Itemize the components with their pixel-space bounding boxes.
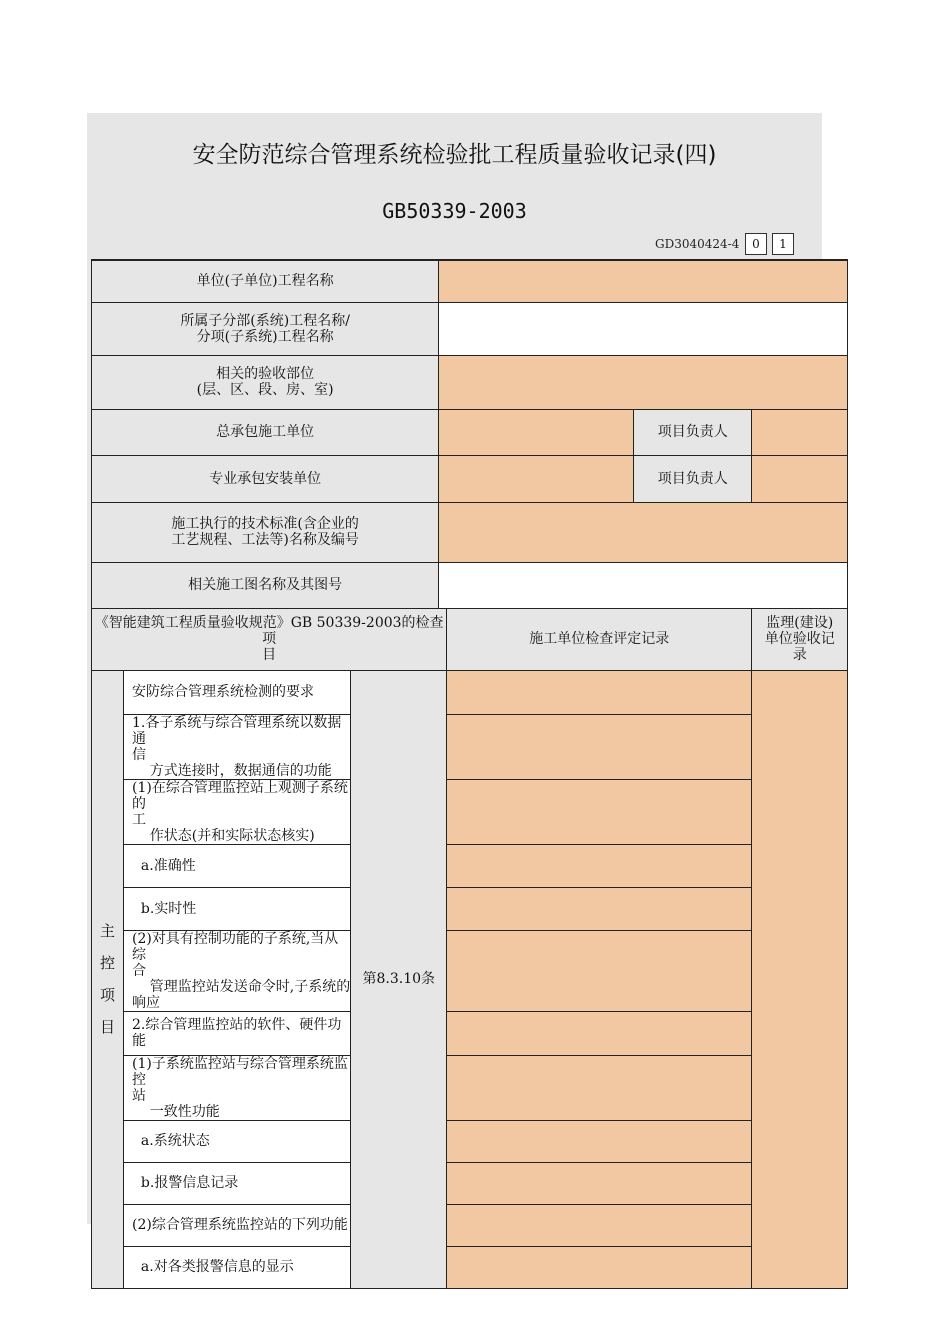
check-item-text: 2.综合管理监控站的软件、硬件功能 bbox=[132, 1017, 342, 1049]
check-item-text: 工 bbox=[132, 811, 146, 828]
check-item-text: 合 bbox=[132, 962, 146, 979]
check-item bbox=[124, 714, 351, 779]
check-item bbox=[124, 779, 351, 844]
drawing-label: 相关施工图名称及其图号 bbox=[92, 562, 439, 608]
check-item-text: 安防综合管理系统检测的要求 bbox=[132, 684, 314, 700]
check-item-text: (2)对具有控制功能的子系统,当从综 bbox=[132, 930, 339, 963]
record-cell[interactable] bbox=[447, 1162, 752, 1204]
check-item-text: (2)综合管理系统监控站的下列功能 bbox=[132, 1217, 348, 1233]
check-item-text: 1.各子系统与综合管理系统以数据通 bbox=[132, 714, 342, 747]
record-cell[interactable] bbox=[447, 887, 752, 930]
general-contractor-label: 总承包施工单位 bbox=[92, 409, 439, 455]
check-item-text: 方式连接时，数据通信的功能 bbox=[132, 762, 332, 779]
check-item-text: 一致性功能 bbox=[132, 1103, 220, 1120]
supervision-header-line-1: 监理(建设) bbox=[766, 615, 834, 631]
subdivision-label-line-2: 分项(子系统)工程名称 bbox=[196, 328, 334, 345]
subdivision-label bbox=[92, 302, 439, 355]
project-name-field[interactable] bbox=[439, 260, 848, 302]
form-code-box-1[interactable]: 0 bbox=[745, 233, 767, 255]
subdivision-field[interactable] bbox=[439, 302, 848, 355]
check-item bbox=[124, 930, 351, 1011]
side-label-char: 项 bbox=[99, 986, 115, 1004]
record-cell[interactable] bbox=[447, 670, 752, 714]
supervision-header bbox=[752, 608, 848, 670]
subdivision-label-line-1: 所属子分部(系统)工程名称/ bbox=[180, 312, 350, 329]
form-code: GD3040424-4 bbox=[655, 237, 740, 251]
check-items-header bbox=[92, 608, 447, 670]
tech-standard-label-line-1: 施工执行的技术标准(含企业的 bbox=[171, 516, 359, 532]
project-manager-field-2[interactable] bbox=[752, 455, 848, 502]
check-item-text: b.报警信息记录 bbox=[132, 1175, 239, 1191]
project-manager-label-2: 项目负责人 bbox=[634, 455, 752, 502]
check-items-header-line-1: 《智能建筑工程质量验收规范》GB 50339-2003的检查项 bbox=[94, 615, 444, 647]
clause-reference: 第8.3.10条 bbox=[351, 670, 447, 1288]
record-cell[interactable] bbox=[447, 779, 752, 844]
construction-record-header: 施工单位检查评定记录 bbox=[447, 608, 752, 670]
check-items-header-line-2: 目 bbox=[262, 647, 277, 663]
record-cell[interactable] bbox=[447, 1246, 752, 1288]
form-code-box-2[interactable]: 1 bbox=[772, 233, 794, 255]
location-label-line-1: 相关的验收部位 bbox=[216, 366, 315, 382]
record-cell[interactable] bbox=[447, 844, 752, 887]
record-cell[interactable] bbox=[447, 930, 752, 1011]
check-item-text: (1)子系统监控站与综合管理系统监控 bbox=[132, 1055, 348, 1088]
tech-standard-label-line-2: 工艺规程、工法等)名称及编号 bbox=[171, 532, 359, 548]
check-item bbox=[124, 1011, 351, 1055]
project-manager-label: 项目负责人 bbox=[634, 409, 752, 455]
location-label bbox=[92, 355, 439, 409]
check-item-text: 作状态(并和实际状态核实) bbox=[132, 827, 315, 844]
project-manager-field[interactable] bbox=[752, 409, 848, 455]
inspection-form-table bbox=[91, 259, 848, 1289]
tech-standard-label bbox=[92, 502, 439, 562]
check-item-text: a.对各类报警信息的显示 bbox=[132, 1259, 294, 1275]
record-cell[interactable] bbox=[447, 1204, 752, 1246]
check-item bbox=[124, 670, 351, 714]
check-item bbox=[124, 1162, 351, 1204]
location-field[interactable] bbox=[439, 355, 848, 409]
side-label-char: 主 bbox=[99, 922, 115, 940]
check-item bbox=[124, 1204, 351, 1246]
check-item-text: a.准确性 bbox=[132, 857, 196, 874]
check-item-text: a.系统状态 bbox=[132, 1133, 210, 1149]
supervision-record-cell[interactable] bbox=[752, 670, 848, 1288]
record-cell[interactable] bbox=[447, 1120, 752, 1162]
side-label-char: 控 bbox=[99, 954, 115, 972]
side-label-char: 目 bbox=[99, 1018, 115, 1036]
check-item-text: 管理监控站发送命令时,子系统的 bbox=[132, 978, 351, 995]
tech-standard-field[interactable] bbox=[439, 502, 848, 562]
check-item bbox=[124, 1120, 351, 1162]
main-control-side-label bbox=[92, 670, 124, 1288]
check-item-text: 信 bbox=[132, 746, 146, 763]
check-item-text: 响应 bbox=[132, 994, 160, 1011]
drawing-field[interactable] bbox=[439, 562, 848, 608]
location-label-line-2: (层、区、段、房、室) bbox=[196, 382, 334, 398]
check-item bbox=[124, 844, 351, 887]
check-item bbox=[124, 1055, 351, 1120]
general-contractor-field[interactable] bbox=[439, 409, 634, 455]
check-item-text: (1)在综合管理监控站上观测子系统的 bbox=[132, 779, 348, 812]
check-item-text: b.实时性 bbox=[132, 900, 197, 917]
record-cell[interactable] bbox=[447, 1011, 752, 1055]
check-item bbox=[124, 887, 351, 930]
supervision-header-line-2: 单位验收记 bbox=[764, 631, 835, 647]
form-title: 安全防范综合管理系统检验批工程质量验收记录(四) bbox=[192, 142, 717, 168]
specialty-contractor-field[interactable] bbox=[439, 455, 634, 502]
check-item-text: 站 bbox=[132, 1087, 146, 1104]
specialty-contractor-label: 专业承包安装单位 bbox=[92, 455, 439, 502]
record-cell[interactable] bbox=[447, 714, 752, 779]
supervision-header-line-3: 录 bbox=[792, 647, 807, 663]
check-item bbox=[124, 1246, 351, 1288]
record-cell[interactable] bbox=[447, 1055, 752, 1120]
standard-code: GB50339-2003 bbox=[382, 199, 527, 223]
project-name-label: 单位(子单位)工程名称 bbox=[92, 260, 439, 302]
